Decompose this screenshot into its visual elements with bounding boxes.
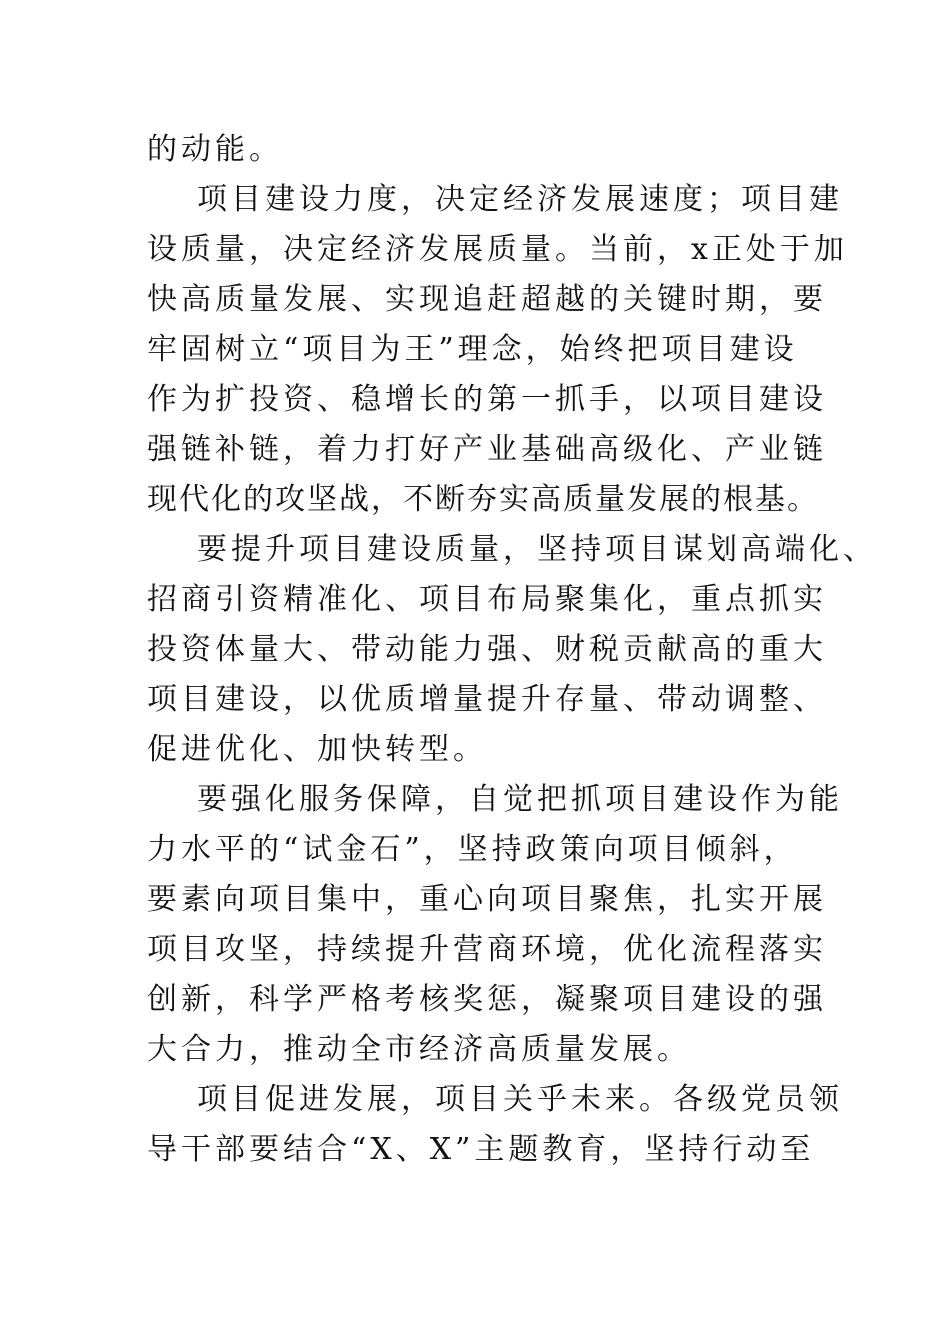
text-line: 项目攻坚，持续提升营商环境，优化流程落实 (147, 932, 827, 967)
paragraph-first-line: 要提升项目建设质量，坚持项目谋划高端化、 (197, 532, 877, 567)
text-line: 创新，科学严格考核奖惩，凝聚项目建设的强 (147, 982, 827, 1017)
text-line: 的动能。 (147, 132, 283, 167)
text-line: 设质量，决定经济发展质量。当前，x正处于加 (147, 232, 848, 267)
text-line: 导干部要结合“X、X”主题教育，坚持行动至 (147, 1132, 815, 1167)
paragraph-first-line: 要强化服务保障，自觉把抓项目建设作为能 (197, 782, 843, 817)
text-line: 项目建设，以优质增量提升存量、带动调整、 (147, 682, 827, 717)
paragraph-first-line: 项目促进发展，项目关乎未来。各级党员领 (197, 1082, 843, 1117)
paragraph-first-line: 项目建设力度，决定经济发展速度；项目建 (197, 182, 843, 217)
text-line: 大合力，推动全市经济高质量发展。 (147, 1032, 691, 1067)
text-line: 作为扩投资、稳增长的第一抓手，以项目建设 (147, 382, 827, 417)
text-line: 强链补链，着力打好产业基础高级化、产业链 (147, 432, 827, 467)
text-line: 要素向项目集中，重心向项目聚焦，扎实开展 (147, 882, 827, 917)
text-line: 投资体量大、带动能力强、财税贡献高的重大 (147, 632, 827, 667)
text-line: 牢固树立“项目为王”理念，始终把项目建设 (147, 332, 798, 367)
text-line: 快高质量发展、实现追赶超越的关键时期，要 (147, 282, 827, 317)
text-line: 招商引资精准化、项目布局聚集化，重点抓实 (147, 582, 827, 617)
text-line: 力水平的“试金石”，坚持政策向项目倾斜， (147, 832, 798, 867)
text-line: 促进优化、加快转型。 (147, 732, 487, 767)
text-line: 现代化的攻坚战，不断夯实高质量发展的根基。 (147, 482, 819, 517)
